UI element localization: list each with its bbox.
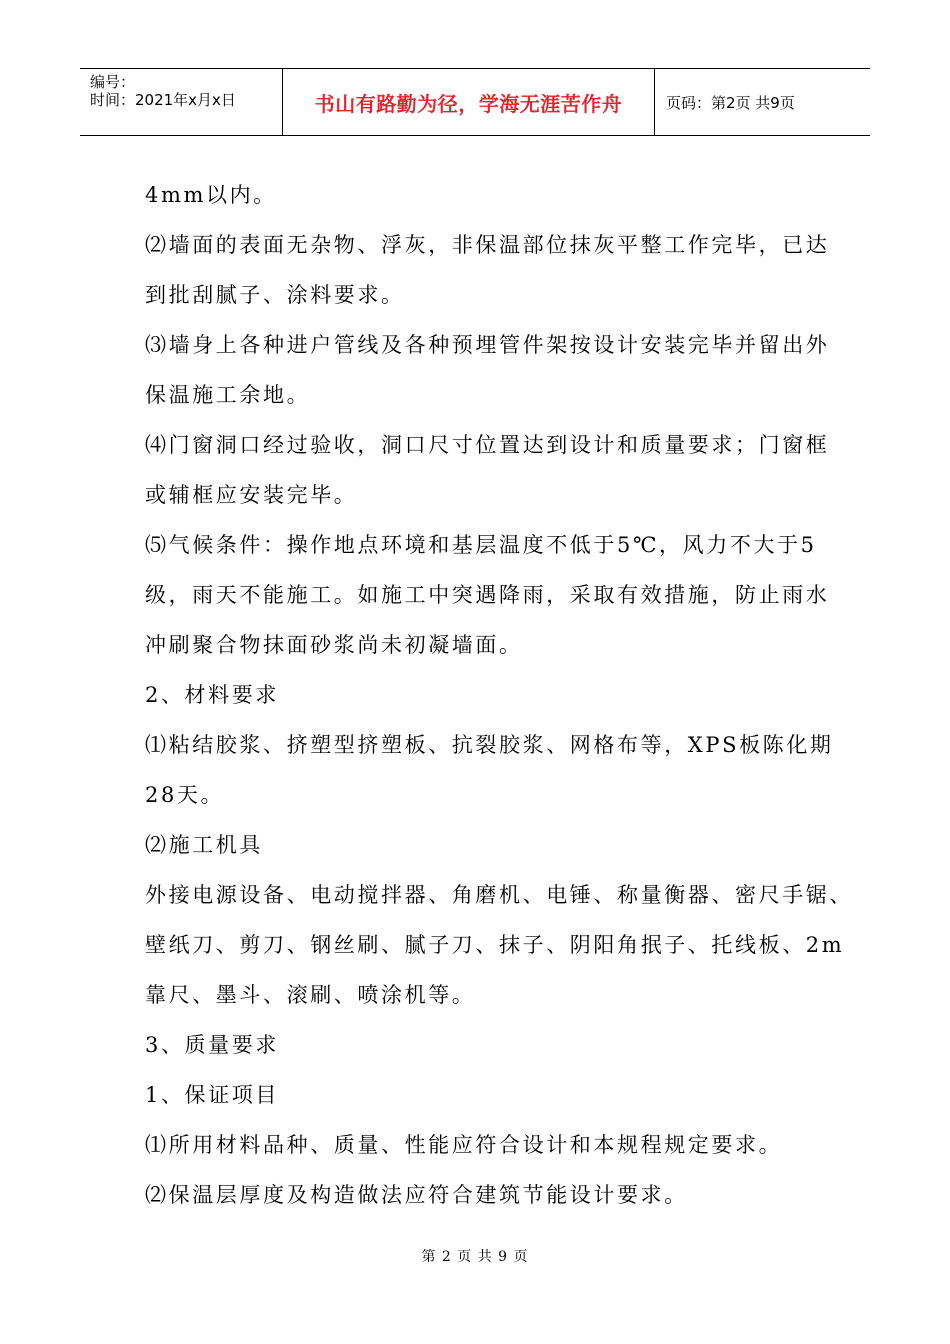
body-line: ⑵墙面的表面无杂物、浮灰，非保温部位抹灰平整工作完毕，已达 bbox=[145, 233, 830, 257]
body-line: 冲刷聚合物抹面砂浆尚未初凝墙面。 bbox=[145, 633, 523, 657]
body-line: 外接电源设备、电动搅拌器、角磨机、电锤、称量衡器、密尺手锯、 bbox=[145, 883, 853, 907]
body-line: 靠尺、墨斗、滚刷、喷涂机等。 bbox=[145, 983, 476, 1007]
document-body bbox=[145, 170, 853, 1220]
body-line: 保温施工余地。 bbox=[145, 383, 311, 407]
header-motto: 书山有路勤为径，学海无涯苦作舟 bbox=[314, 91, 623, 116]
document-number-label: 编号： bbox=[90, 73, 136, 91]
section-heading: 2、材料要求 bbox=[145, 683, 279, 707]
subsection-heading: ⑵施工机具 bbox=[145, 833, 263, 857]
body-line: 或辅框应安装完毕。 bbox=[145, 483, 358, 507]
section-heading: 3、质量要求 bbox=[145, 1033, 279, 1057]
body-line: 级，雨天不能施工。如施工中突遇降雨，采取有效措施，防止雨水 bbox=[145, 583, 830, 607]
body-line: ⑶墙身上各种进户管线及各种预埋管件架按设计安装完毕并留出外 bbox=[145, 333, 830, 357]
body-line: ⑴所用材料品种、质量、性能应符合设计和本规程规定要求。 bbox=[145, 1133, 783, 1157]
body-line: ⑷门窗洞口经过验收，洞口尺寸位置达到设计和质量要求；门窗框 bbox=[145, 433, 830, 457]
footer-page-number: 第 2 页 共 9 页 bbox=[421, 1249, 529, 1265]
body-line: ⑸气候条件：操作地点环境和基层温度不低于5℃，风力不大于5 bbox=[145, 533, 817, 557]
body-line: 4mm以内。 bbox=[145, 183, 277, 207]
body-line: 到批刮腻子、涂料要求。 bbox=[145, 283, 405, 307]
body-line: ⑴粘结胶浆、挤塑型挤塑板、抗裂胶浆、网格布等，XPS板陈化期 bbox=[145, 733, 834, 757]
header-page-info-cell bbox=[655, 69, 870, 135]
page-footer bbox=[0, 1246, 950, 1266]
body-line: 28天。 bbox=[145, 783, 225, 807]
body-line: 壁纸刀、剪刀、钢丝刷、腻子刀、抹子、阴阳角抿子、托线板、2m bbox=[145, 933, 845, 957]
body-line: ⑵保温层厚度及构造做法应符合建筑节能设计要求。 bbox=[145, 1183, 688, 1207]
page-header bbox=[80, 68, 870, 136]
header-page-info: 页码：第2页 共9页 bbox=[666, 93, 795, 112]
header-meta bbox=[80, 69, 283, 135]
document-date: 时间：2021年x月x日 bbox=[90, 91, 236, 109]
subsection-heading: 1、保证项目 bbox=[145, 1083, 279, 1107]
header-motto-cell bbox=[283, 69, 655, 135]
